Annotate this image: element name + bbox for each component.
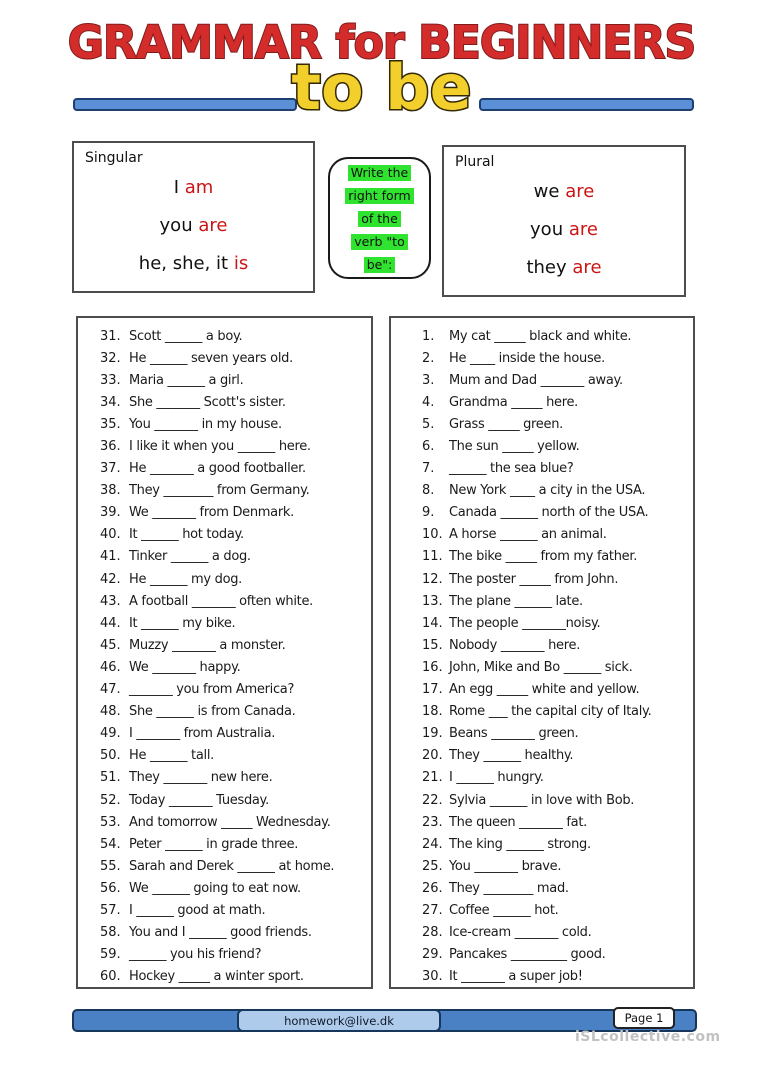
exercise-row: [100, 612, 371, 634]
exercise-number: 60.: [100, 969, 121, 985]
exercise-sentence: I ______ hungry.: [449, 770, 544, 786]
exercise-number: 7.: [422, 461, 435, 477]
exercise-number: 32.: [100, 350, 121, 366]
exercise-sentence: He ______ tall.: [129, 748, 214, 764]
exercise-sentence: Canada ______ north of the USA.: [449, 505, 649, 521]
exercise-number: 6.: [422, 439, 435, 455]
exercise-sentence: Muzzy _______ a monster.: [129, 637, 286, 653]
verb-text: is: [233, 253, 249, 274]
singular-rows: [74, 177, 313, 274]
pronoun-text: you: [530, 219, 564, 240]
exercise-number: 1.: [422, 328, 435, 344]
exercise-row: [100, 590, 371, 612]
exercise-sentence: We ______ going to eat now.: [129, 880, 301, 896]
singular-label: Singular: [85, 150, 143, 166]
exercise-sentence: Grass _____ green.: [449, 416, 563, 432]
exercise-sentence: ______ the sea blue?: [449, 461, 574, 477]
exercise-number: 10.: [422, 527, 443, 543]
exercise-number: 3.: [422, 372, 435, 388]
exercise-number: 38.: [100, 483, 121, 499]
exercise-number: 42.: [100, 571, 121, 587]
exercise-number: 16.: [422, 659, 443, 675]
highlighted-text: right form: [345, 188, 414, 204]
exercise-row: [422, 789, 693, 811]
exercise-row: [100, 391, 371, 413]
exercise-sentence: A football _______ often white.: [129, 593, 313, 609]
exercise-row: [100, 480, 371, 502]
highlighted-text: of the: [358, 211, 401, 227]
exercise-number: 13.: [422, 593, 443, 609]
exercise-row: [100, 656, 371, 678]
exercise-row: [422, 944, 693, 966]
exercise-sentence: She ______ is from Canada.: [129, 704, 296, 720]
conjugation-row: [139, 253, 248, 274]
highlighted-text: verb "to: [351, 234, 407, 250]
exercise-row: [422, 568, 693, 590]
exercise-number: 17.: [422, 682, 443, 698]
worksheet-subtitle: to be: [291, 51, 472, 124]
exercise-row: [100, 458, 371, 480]
conjugation-row: [174, 177, 214, 198]
exercise-row: [422, 325, 693, 347]
exercise-row: [422, 656, 693, 678]
exercise-sentence: The plane ______ late.: [449, 593, 583, 609]
exercise-sentence: Nobody _______ here.: [449, 637, 581, 653]
instruction-line: [364, 254, 396, 274]
exercise-sentence: Sylvia ______ in love with Bob.: [449, 792, 635, 808]
exercise-sentence: Coffee ______ hot.: [449, 902, 559, 918]
exercise-sentence: It _______ a super job!: [449, 969, 583, 985]
exercise-sentence: It ______ hot today.: [129, 527, 244, 543]
exercise-row: [100, 811, 371, 833]
exercise-box-right: [389, 316, 695, 989]
exercise-sentence: My cat _____ black and white.: [449, 328, 632, 344]
exercise-row: [422, 524, 693, 546]
exercise-row: [422, 679, 693, 701]
exercise-number: 41.: [100, 549, 121, 565]
exercise-row: [100, 877, 371, 899]
exercise-row: [422, 546, 693, 568]
exercise-sentence: ______ you his friend?: [129, 947, 262, 963]
exercise-sentence: It ______ my bike.: [129, 615, 236, 631]
page-number-label: Page 1: [624, 1011, 664, 1025]
page-number-box: [613, 1007, 675, 1029]
exercise-number: 48.: [100, 704, 121, 720]
exercise-sentence: The sun _____ yellow.: [449, 439, 580, 455]
exercise-number: 27.: [422, 902, 443, 918]
exercise-row: [100, 855, 371, 877]
exercise-number: 49.: [100, 726, 121, 742]
exercise-sentence: They _______ new here.: [129, 770, 273, 786]
exercise-sentence: Maria ______ a girl.: [129, 372, 244, 388]
exercise-sentence: She _______ Scott's sister.: [129, 394, 286, 410]
highlighted-text: be":: [364, 257, 396, 273]
exercise-sentence: The people _______noisy.: [449, 615, 601, 631]
instruction-box: [328, 157, 431, 279]
exercise-number: 14.: [422, 615, 443, 631]
instruction-line: [348, 162, 412, 182]
exercise-row: [422, 612, 693, 634]
exercise-sentence: I like it when you ______ here.: [129, 439, 311, 455]
exercise-sentence: Ice-cream _______ cold.: [449, 925, 592, 941]
exercise-sentence: They ________ from Germany.: [129, 483, 310, 499]
exercise-row: [422, 634, 693, 656]
exercise-sentence: Grandma _____ here.: [449, 394, 578, 410]
exercise-number: 45.: [100, 637, 121, 653]
exercise-row: [100, 833, 371, 855]
exercise-row: [100, 369, 371, 391]
plural-label: Plural: [455, 154, 495, 170]
exercise-row: [100, 546, 371, 568]
exercise-sentence: New York ____ a city in the USA.: [449, 483, 646, 499]
exercise-sentence: We _______ from Denmark.: [129, 505, 294, 521]
exercise-number: 36.: [100, 439, 121, 455]
exercise-row: [422, 413, 693, 435]
exercise-number: 47.: [100, 682, 121, 698]
exercise-row: [100, 502, 371, 524]
exercise-box-left: [76, 316, 373, 989]
exercise-number: 44.: [100, 615, 121, 631]
exercise-number: 56.: [100, 880, 121, 896]
exercise-number: 22.: [422, 792, 443, 808]
exercise-row: [100, 347, 371, 369]
exercise-row: [422, 745, 693, 767]
exercise-row: [100, 568, 371, 590]
exercise-sentence: And tomorrow _____ Wednesday.: [129, 814, 331, 830]
pronoun-text: they: [526, 257, 567, 278]
exercise-row: [100, 701, 371, 723]
exercise-row: [422, 855, 693, 877]
exercise-row: [100, 634, 371, 656]
exercise-number: 58.: [100, 925, 121, 941]
exercise-row: [422, 590, 693, 612]
exercise-row: [100, 723, 371, 745]
exercise-sentence: Mum and Dad _______ away.: [449, 372, 623, 388]
exercise-row: [422, 767, 693, 789]
watermark: iSLcollective.com: [575, 1029, 721, 1045]
exercise-sentence: He ______ seven years old.: [129, 350, 293, 366]
exercise-row: [422, 347, 693, 369]
verb-text: are: [568, 219, 598, 240]
exercise-number: 29.: [422, 947, 443, 963]
pronoun-text: he, she, it: [138, 253, 229, 274]
exercise-sentence: Sarah and Derek ______ at home.: [129, 858, 335, 874]
exercise-row: [422, 701, 693, 723]
exercise-number: 55.: [100, 858, 121, 874]
worksheet-title: GRAMMAR for BEGINNERS: [67, 16, 696, 69]
exercise-sentence: Scott ______ a boy.: [129, 328, 243, 344]
exercise-sentence: He _______ a good footballer.: [129, 461, 306, 477]
exercise-row: [100, 966, 371, 988]
exercise-row: [422, 899, 693, 921]
exercise-row: [422, 391, 693, 413]
exercise-number: 46.: [100, 659, 121, 675]
exercise-row: [100, 524, 371, 546]
exercise-sentence: Hockey _____ a winter sport.: [129, 969, 304, 985]
exercise-row: [100, 944, 371, 966]
exercise-row: [100, 413, 371, 435]
exercise-number: 5.: [422, 416, 435, 432]
verb-text: are: [572, 257, 602, 278]
exercise-sentence: He ____ inside the house.: [449, 350, 605, 366]
exercise-sentence: You _______ in my house.: [129, 416, 282, 432]
exercise-row: [100, 767, 371, 789]
exercise-number: 57.: [100, 902, 121, 918]
footer-email: homework@live.dk: [284, 1013, 394, 1028]
exercise-sentence: I _______ from Australia.: [129, 726, 276, 742]
exercise-sentence: He ______ my dog.: [129, 571, 243, 587]
exercise-number: 43.: [100, 593, 121, 609]
exercise-number: 12.: [422, 571, 443, 587]
exercise-number: 40.: [100, 527, 121, 543]
exercise-row: [422, 966, 693, 988]
exercise-number: 20.: [422, 748, 443, 764]
footer-email-box: [237, 1009, 441, 1032]
exercise-row: [422, 369, 693, 391]
exercise-sentence: An egg _____ white and yellow.: [449, 682, 640, 698]
exercise-row: [422, 877, 693, 899]
exercise-number: 35.: [100, 416, 121, 432]
exercise-number: 50.: [100, 748, 121, 764]
exercise-sentence: The poster _____ from John.: [449, 571, 619, 587]
exercise-number: 53.: [100, 814, 121, 830]
verb-text: are: [198, 215, 228, 236]
exercise-row: [422, 833, 693, 855]
exercise-row: [100, 899, 371, 921]
exercise-row: [422, 922, 693, 944]
exercise-number: 9.: [422, 505, 435, 521]
exercise-row: [422, 480, 693, 502]
singular-box: [72, 141, 315, 293]
instruction-line: [358, 208, 401, 228]
exercise-number: 18.: [422, 704, 443, 720]
plural-rows: [444, 181, 684, 278]
exercise-number: 59.: [100, 947, 121, 963]
exercise-number: 51.: [100, 770, 121, 786]
exercise-number: 23.: [422, 814, 443, 830]
exercise-number: 8.: [422, 483, 435, 499]
exercise-number: 33.: [100, 372, 121, 388]
exercise-number: 26.: [422, 880, 443, 896]
exercise-sentence: We _______ happy.: [129, 659, 241, 675]
pronoun-text: you: [159, 215, 193, 236]
exercise-sentence: John, Mike and Bo ______ sick.: [449, 659, 633, 675]
exercise-row: [422, 458, 693, 480]
exercise-sentence: Today _______ Tuesday.: [129, 792, 269, 808]
exercise-sentence: You and I ______ good friends.: [129, 925, 312, 941]
exercise-number: 15.: [422, 637, 443, 653]
exercise-sentence: Rome ___ the capital city of Italy.: [449, 704, 652, 720]
exercise-number: 24.: [422, 836, 443, 852]
exercise-number: 30.: [422, 969, 443, 985]
exercise-sentence: Peter ______ in grade three.: [129, 836, 299, 852]
exercise-sentence: Tinker ______ a dog.: [129, 549, 251, 565]
exercise-number: 21.: [422, 770, 443, 786]
exercise-row: [422, 502, 693, 524]
instruction-line: [351, 231, 407, 251]
exercise-sentence: Beans _______ green.: [449, 726, 579, 742]
exercise-number: 34.: [100, 394, 121, 410]
exercise-row: [100, 435, 371, 457]
verb-text: are: [565, 181, 595, 202]
exercise-row: [100, 325, 371, 347]
exercise-number: 19.: [422, 726, 443, 742]
exercise-number: 2.: [422, 350, 435, 366]
conjugation-row: [534, 181, 595, 202]
exercise-sentence: A horse ______ an animal.: [449, 527, 607, 543]
exercise-sentence: The bike _____ from my father.: [449, 549, 638, 565]
exercise-number: 25.: [422, 858, 443, 874]
exercise-sentence: Pancakes _________ good.: [449, 947, 606, 963]
exercise-row: [100, 789, 371, 811]
exercise-sentence: You _______ brave.: [449, 858, 562, 874]
exercise-row: [422, 723, 693, 745]
plural-box: [442, 145, 686, 297]
exercise-number: 4.: [422, 394, 435, 410]
exercise-number: 52.: [100, 792, 121, 808]
exercise-number: 54.: [100, 836, 121, 852]
exercise-row: [100, 679, 371, 701]
conjugation-row: [526, 257, 601, 278]
conjugation-row: [530, 219, 598, 240]
highlighted-text: Write the: [348, 165, 412, 181]
pronoun-text: we: [533, 181, 560, 202]
exercise-number: 37.: [100, 461, 121, 477]
conjugation-row: [160, 215, 228, 236]
exercise-number: 39.: [100, 505, 121, 521]
exercise-number: 31.: [100, 328, 121, 344]
exercise-number: 28.: [422, 925, 443, 941]
exercise-number: 11.: [422, 549, 443, 565]
pronoun-text: I: [173, 177, 179, 198]
instruction-line: [345, 185, 414, 205]
exercise-sentence: They ______ healthy.: [449, 748, 574, 764]
exercise-row: [422, 811, 693, 833]
exercise-row: [422, 435, 693, 457]
exercise-sentence: I ______ good at math.: [129, 902, 266, 918]
exercise-sentence: The king ______ strong.: [449, 836, 591, 852]
exercise-sentence: _______ you from America?: [129, 682, 295, 698]
verb-text: am: [184, 177, 214, 198]
exercise-sentence: The queen _______ fat.: [449, 814, 587, 830]
exercise-row: [100, 745, 371, 767]
exercise-sentence: They ________ mad.: [449, 880, 569, 896]
exercise-row: [100, 922, 371, 944]
